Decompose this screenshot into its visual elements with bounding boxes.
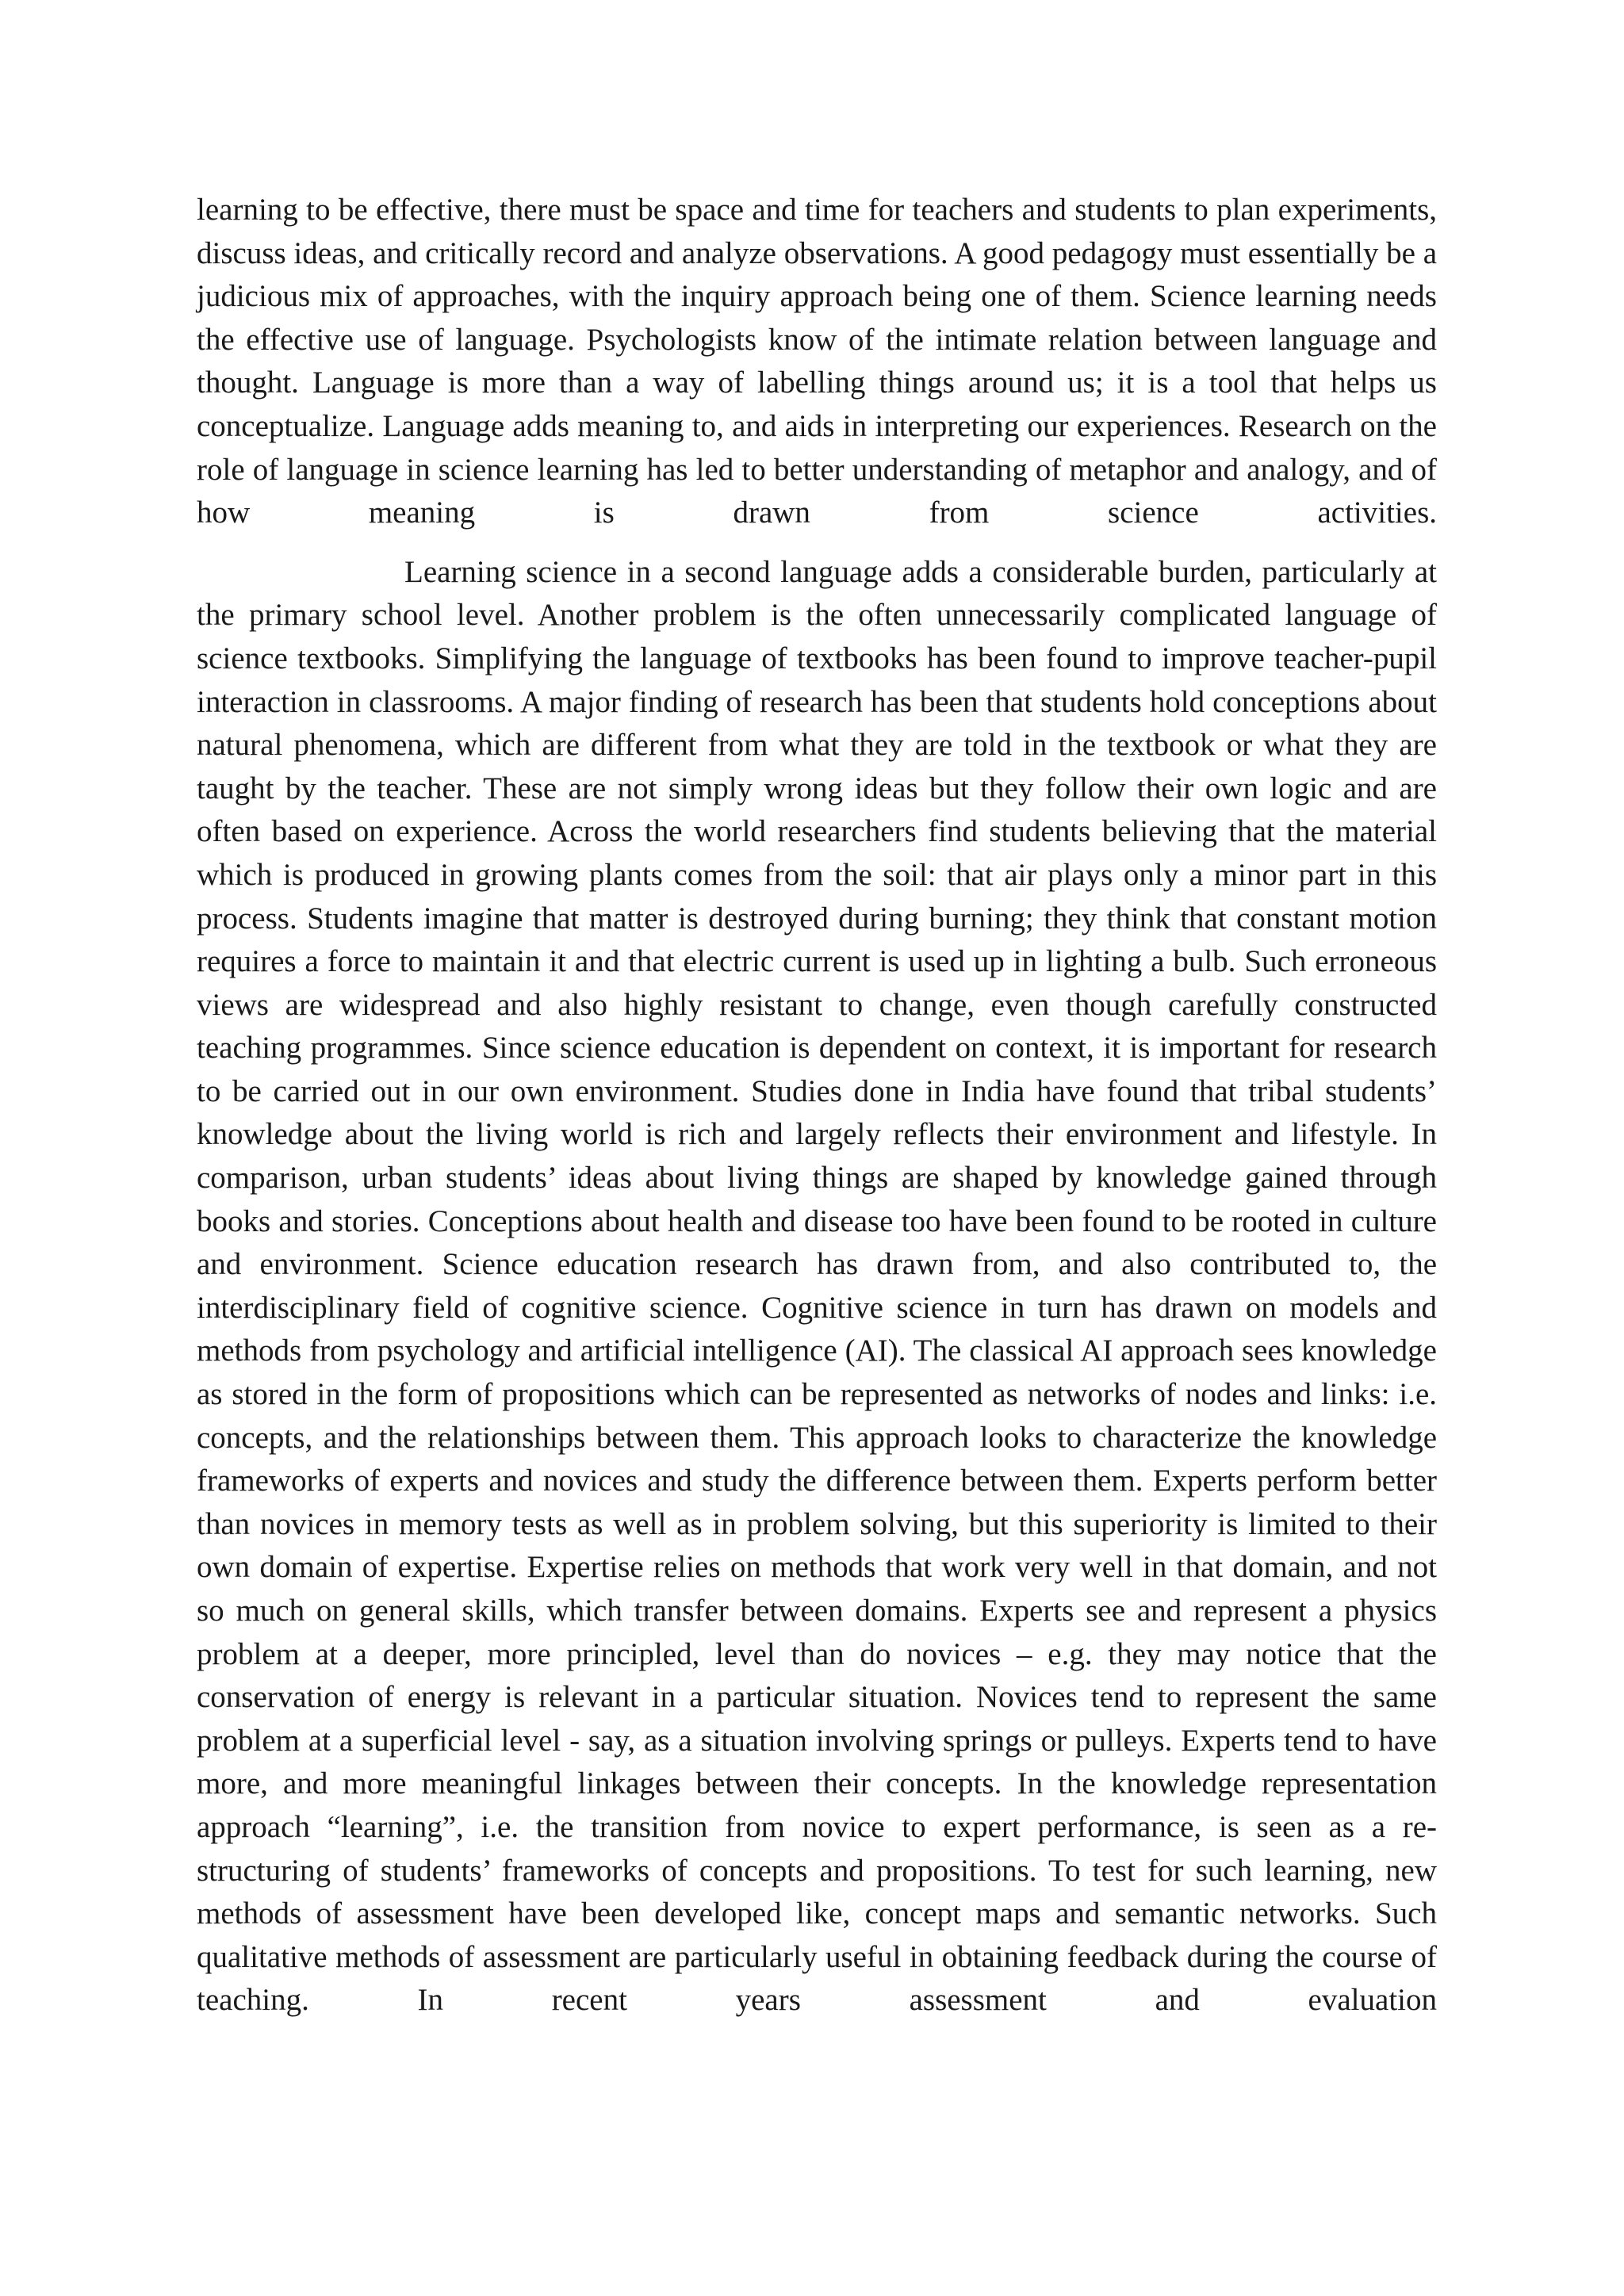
paragraph-2: Learning science in a second language adds a considerable burden, particularly at the primary school level. Another problem is the often unnecessarily complicated language of science textbooks. Simplifying the language of textbooks has been found to improve teacher-pupil interaction in classrooms. A major finding of research has been that students hold conceptions about natural phenomena, which are different from what they are told in the textbook or what they are taught by the teacher. These are not simply wrong ideas but they follow their own logic and are often based on experience. Across the world researchers find students believing that the material which is produced in growing plants comes from the soil: that air plays only a minor part in this process. Students imagine that matter is destroyed during burning; they think that constant motion requires a force to maintain it and that electric current is used up in lighting a bulb. Such erroneous views are widespread and also highly resistant to change, even though carefully constructed teaching programmes. Since science education is dependent on context, it is important for research to be carried out in our own environment. Studies done in India have found that tribal students’ knowledge about the living world is rich and largely reflects their environment and lifestyle. In comparison, urban students’ ideas about living things are shaped by knowledge gained through books and stories. Conceptions about health and disease too have been found to be rooted in culture and environment. Science education research has drawn from, and also contributed to, the interdisciplinary field of cognitive science. Cognitive science in turn has drawn on models and methods from psychology and artificial intelligence (AI). The classical AI approach sees knowledge as stored in the form of propositions which can be represented as networks of nodes and links: i.e. concepts, and the relationships between them. This approach looks to characterize the knowledge frameworks of experts and novices and study the difference between them. Experts perform better than novices in memory tests as well as in problem solving, but this superiority is limited to their own domain of expertise. Expertise relies on methods that work very well in that domain, and not so much on general skills, which transfer between domains. Experts see and represent a physics problem at a deeper, more principled, level than do novices – e.g. they may notice that the conservation of energy is relevant in a particular situation. Novices tend to represent the same problem at a superficial level - say, as a situation involving springs or pulleys. Experts tend to have more, and more meaningful linkages between their concepts. In the knowledge representation approach “learning”, i.e. the transition from novice to expert performance, is seen as a re-structuring of students’ frameworks of concepts and propositions. To test for such learning, new methods of assessment have been developed like, concept maps and semantic networks. Such qualitative methods of assessment are particularly useful in obtaining feedback during the course of teaching. In recent years assessment and evaluation	[197, 554, 1437, 2018]
paragraph-1: learning to be effective, there must be space and time for teachers and students to plan experiments, discuss ideas, and critically record and analyze observations. A good pedagogy must essentially be a judicious mix of approaches, with the inquiry approach being one of them. Science learning needs the effective use of language. Psychologists know of the intimate relation between language and thought. Language is more than a way of labelling things around us; it is a tool that helps us conceptualize. Language adds meaning to, and aids in interpreting our experiences. Research on the role of language in science learning has led to better understanding of metaphor and analogy, and of how meaning is drawn from science activities.	[197, 193, 1437, 530]
document-page	[197, 189, 1437, 2022]
